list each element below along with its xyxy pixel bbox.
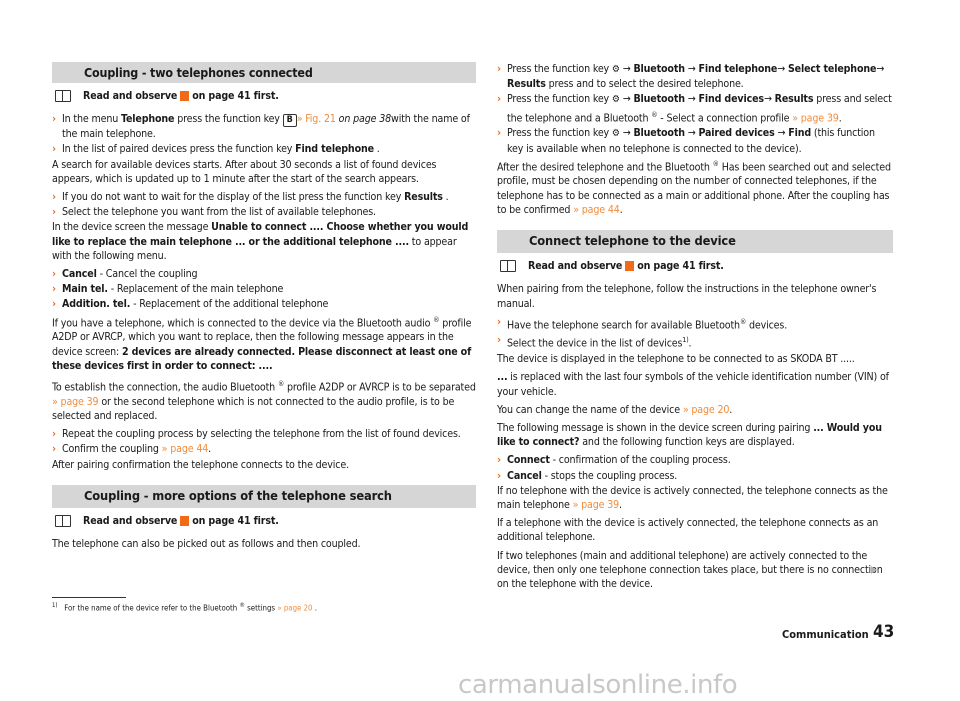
step: › Repeat the coupling process by selecting the telephone from the list of found devices. <box>52 427 461 441</box>
paragraph: If a telephone with the device is actively connected, the telephone connects as an additional telephone. <box>497 517 879 544</box>
menu-item: › Main tel. - Replacement of the main telephone <box>52 282 284 296</box>
step: › Have the telephone search for available Bluetooth® devices. <box>497 314 788 332</box>
paragraph: You can change the name of the device » page 20. <box>497 403 733 416</box>
arrow-icon: › <box>497 314 501 328</box>
page-link[interactable]: » page 44 <box>161 443 209 456</box>
section-heading: Coupling - more options of the telephone search <box>52 485 476 508</box>
step: › Select the telephone you want from the list of available telephones. <box>52 205 376 219</box>
arrow-icon: › <box>52 267 56 281</box>
read-observe-note: Read and observe on page 41 first. <box>52 89 476 103</box>
paragraph: To establish the connection, the audio Bluetooth ® profile A2DP or AVRCP is to be separated » page 39 or the second telephone which is not connected to the audio profile, is to be selected and replaced. <box>52 379 476 422</box>
continue-arrow-icon <box>871 566 877 574</box>
function-key-b: B <box>283 114 297 127</box>
paragraph: The device is displayed in the telephone to be connected to as SKODA BT ..... <box>497 353 855 366</box>
arrow-icon: › <box>52 190 56 204</box>
paragraph: ... is replaced with the last four symbols of the vehicle identification number (VIN) of your vehicle. <box>497 371 889 398</box>
read-observe-note: Read and observe on page 41 first. <box>52 514 476 528</box>
paragraph: If you have a telephone, which is connected to the device via the Bluetooth audio ® profile A2DP or AVRCP, which you want to replace, then the following message appears in the device screen: 2 devices are already connected. Please disconnect at least one of these devices first in order to connect: .... <box>52 315 472 372</box>
book-icon <box>55 515 71 527</box>
footnote: $^{1)}$ For the name of the device refer to the Bluetooth ® settings » page 20 . <box>52 602 317 613</box>
paragraph: If no telephone with the device is actively connected, the telephone connects as the main telephone » page 39. <box>497 484 888 511</box>
arrow-icon: › <box>52 112 56 126</box>
watermark: carmanualsonline.info <box>458 670 738 700</box>
book-icon <box>55 90 71 102</box>
step: › If you do not want to wait for the display of the list press the function key Results . <box>52 190 449 204</box>
arrow-icon: › <box>52 442 56 456</box>
page-link[interactable]: » page 39 <box>572 499 620 511</box>
book-icon <box>500 260 516 272</box>
arrow-icon: › <box>52 142 56 156</box>
read-observe-note: Read and observe on page 41 first. <box>497 259 893 273</box>
menu-item: › Cancel - stops the coupling process. <box>497 468 678 482</box>
warning-icon <box>625 261 634 271</box>
arrow-icon: › <box>52 427 56 441</box>
step: › In the list of paired devices press the function key Find telephone . <box>52 142 380 156</box>
arrow-icon: › <box>497 62 501 75</box>
settings-icon: ⚙ <box>611 94 620 106</box>
arrow-icon: › <box>497 126 501 140</box>
paragraph: If two telephones (main and additional telephone) are actively connected to the device, then only one telephone connection takes place, but there is no connection on the telephone with the device. <box>497 549 883 591</box>
page-number: 43 <box>873 622 895 642</box>
step: › Confirm the coupling » page 44. <box>52 442 212 456</box>
arrow-icon: › <box>497 92 501 106</box>
menu-item: › Addition. tel. - Replacement of the additional telephone <box>52 297 329 311</box>
footnote-ref: 1) <box>682 336 689 345</box>
arrow-icon: › <box>52 297 56 311</box>
menu-item: › Connect - confirmation of the coupling process. <box>497 453 731 467</box>
paragraph: The following message is shown in the device screen during pairing ... Would you like to connect? and the following function keys are displayed. <box>497 421 882 449</box>
step: › Press the function key ⚙ → Bluetooth → Paired devices → Find (this function key is available when no telephone is connected to the device). <box>497 126 875 155</box>
step: › Press the function key ⚙ → Bluetooth → Find telephone→ Select telephone→ Results press and to select the desired telephone. <box>497 62 885 91</box>
settings-icon: ⚙ <box>611 128 620 140</box>
step: › In the menu Telephone press the function key B » Fig. 21 on page 38with the name of the main telephone. <box>52 112 470 141</box>
arrow-icon: › <box>497 468 501 482</box>
arrow-icon: › <box>497 453 501 467</box>
warning-icon <box>180 91 189 101</box>
arrow-icon: › <box>52 205 56 219</box>
section-heading: Connect telephone to the device <box>497 230 893 253</box>
paragraph: After pairing confirmation the telephone connects to the device. <box>52 458 349 471</box>
left-column <box>52 62 476 555</box>
page-link[interactable]: » page 39 <box>792 112 839 125</box>
page-link[interactable]: » page 39 <box>52 395 99 408</box>
paragraph: In the device screen the message Unable to connect .... Choose whether you would like to replace the main telephone ... or the additional telephone .... to appear with the following menu. <box>52 221 469 262</box>
arrow-icon: › <box>52 282 56 296</box>
menu-item: › Cancel - Cancel the coupling <box>52 267 198 281</box>
right-column <box>497 62 893 595</box>
step: › Press the function key ⚙ → Bluetooth → Find devices→ Results press and select the telephone and a Bluetooth ® - Select a connection profile » page 39. <box>497 92 892 125</box>
arrow-icon: › <box>497 333 501 347</box>
page-link[interactable]: » page 20 <box>277 603 313 613</box>
footnote-rule <box>52 597 126 598</box>
section-heading: Coupling - two telephones connected <box>52 62 476 83</box>
page-link[interactable]: » page 20 <box>682 403 730 416</box>
figure-link[interactable]: » Fig. 21 <box>296 113 336 126</box>
section-footer: Communication <box>782 628 869 641</box>
step: › Select the device in the list of devices$^{1)}$. <box>497 333 692 350</box>
paragraph: The telephone can also be picked out as follows and then coupled. <box>52 537 361 550</box>
paragraph: A search for available devices starts. After about 30 seconds a list of found devices appears, which is updated up to 1 minute after the start of the search appears. <box>52 158 437 185</box>
warning-icon <box>180 516 189 526</box>
paragraph: When pairing from the telephone, follow the instructions in the telephone owner's manual. <box>497 283 877 310</box>
settings-icon: ⚙ <box>611 64 620 75</box>
paragraph: After the desired telephone and the Bluetooth ® Has been searched out and selected profile, must be chosen depending on the number of connected telephones, if the telephone has to be connected as a main or additional phone. After the coupling has to be confirmed » page 44. <box>497 159 891 216</box>
page-link[interactable]: » page 44 <box>573 203 620 216</box>
